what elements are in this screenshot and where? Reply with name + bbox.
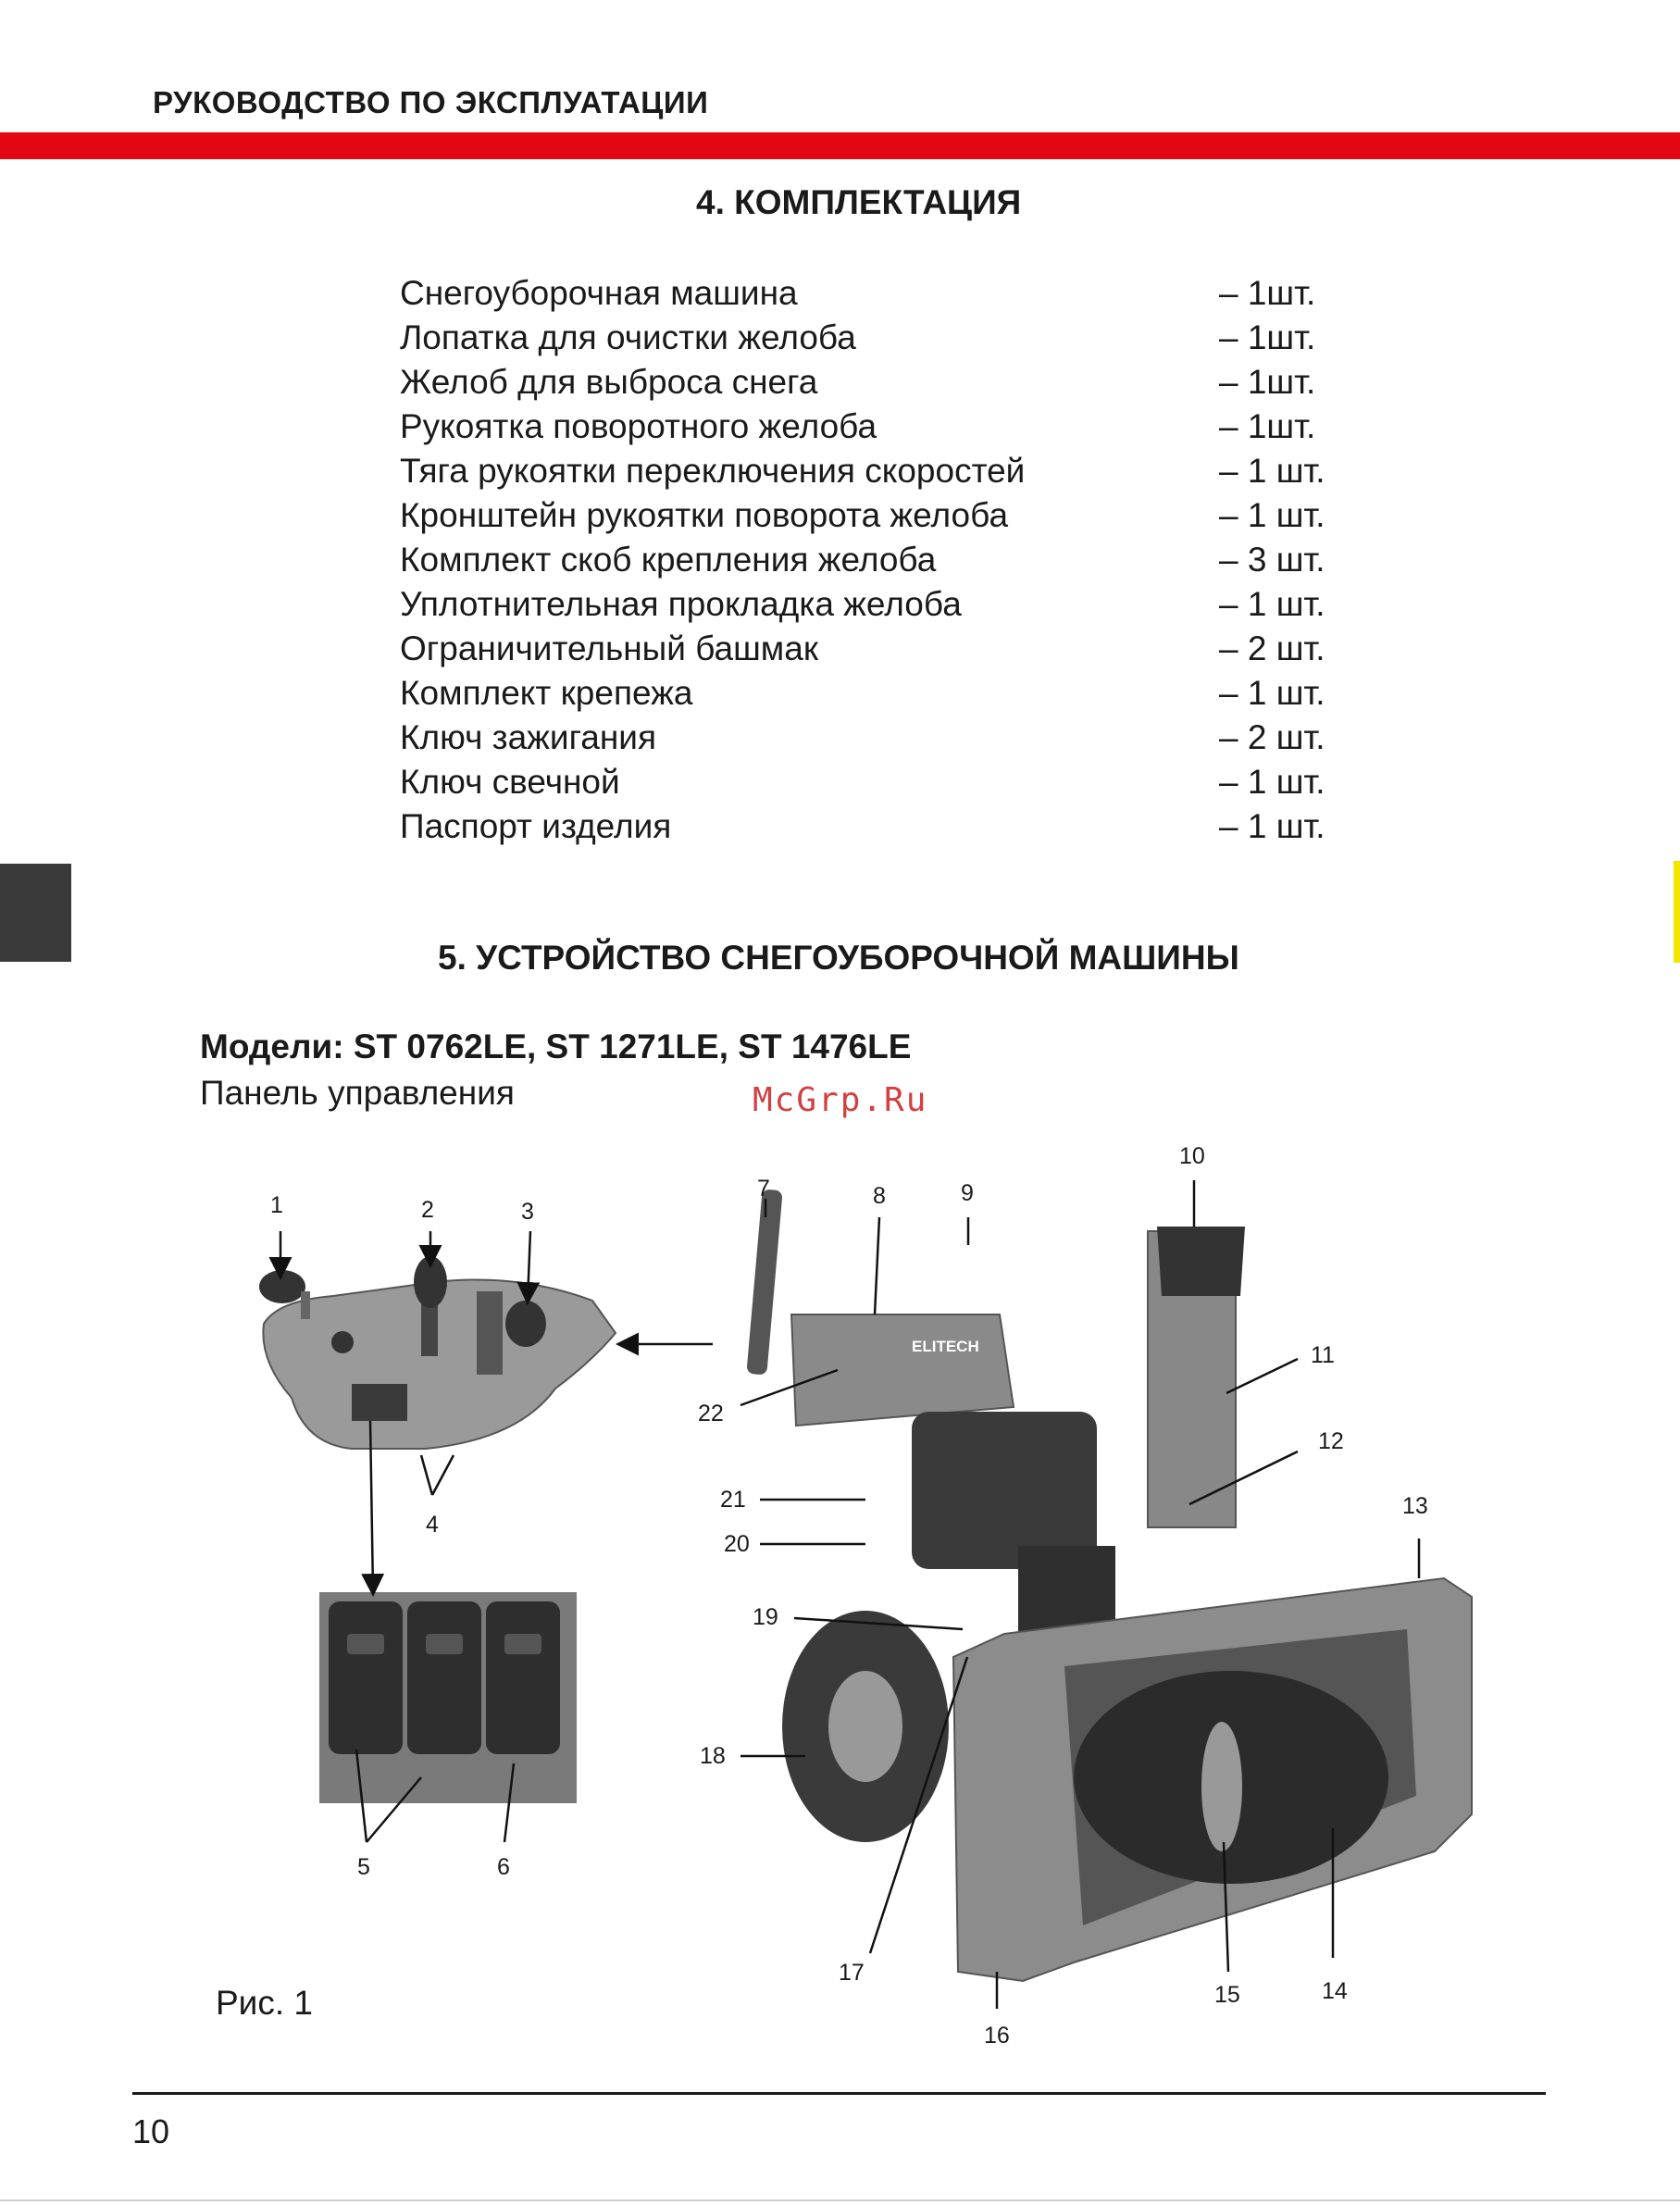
list-item (400, 316, 1335, 360)
callout-8: 8 (873, 1183, 886, 1209)
callout-10: 10 (1179, 1143, 1205, 1169)
item-name: Кронштейн рукоятки поворота желоба (400, 496, 1009, 534)
page-number: 10 (132, 2112, 170, 2150)
item-name: Рукоятка поворотного желоба (400, 407, 877, 445)
callout-21: 21 (720, 1487, 746, 1513)
callout-12: 12 (1318, 1428, 1344, 1454)
side-tab-marker (0, 864, 71, 962)
list-item (400, 538, 1335, 582)
list-item (400, 716, 1335, 760)
list-item (400, 671, 1335, 716)
brand-label: ELITECH (912, 1338, 979, 1355)
figure-caption: Рис. 1 (216, 1984, 313, 2022)
callout-1: 1 (270, 1192, 283, 1218)
bottom-edge-line (0, 2199, 1680, 2201)
item-quantity: – 1шт. (1219, 274, 1316, 312)
callout-2: 2 (421, 1197, 434, 1223)
section-5-title: 5. УСТРОЙСТВО СНЕГОУБОРОЧНОЙ МАШИНЫ (438, 939, 1239, 977)
item-name: Комплект крепежа (400, 674, 693, 712)
list-item (400, 405, 1335, 449)
snowblower-figure (0, 1111, 1680, 2055)
callout-20: 20 (724, 1531, 750, 1557)
callout-13: 13 (1402, 1493, 1428, 1519)
footer-rule (132, 2092, 1546, 2095)
callout-15: 15 (1214, 1982, 1240, 2008)
callout-19: 19 (753, 1604, 778, 1630)
item-quantity: – 1 шт. (1219, 452, 1325, 490)
item-quantity: – 3 шт. (1219, 541, 1325, 579)
item-quantity: – 1 шт. (1219, 496, 1325, 534)
item-quantity: – 2 шт. (1219, 718, 1325, 756)
callout-14: 14 (1322, 1978, 1348, 2004)
item-quantity: – 1 шт. (1219, 674, 1325, 712)
item-quantity: – 1шт. (1219, 318, 1316, 356)
list-item (400, 360, 1335, 405)
callout-22: 22 (698, 1401, 724, 1426)
item-name: Тяга рукоятки переключения скоростей (400, 452, 1026, 490)
callout-9: 9 (961, 1180, 974, 1206)
callout-16: 16 (984, 2023, 1010, 2049)
list-item (400, 449, 1335, 493)
list-item (400, 271, 1335, 316)
watermark: McGrp.Ru (753, 1081, 928, 1119)
item-name: Уплотнительная прокладка желоба (400, 585, 962, 623)
list-item (400, 627, 1335, 671)
control-panel-illustration (259, 1256, 616, 1449)
item-quantity: – 1шт. (1219, 363, 1316, 401)
callout-6: 6 (497, 1854, 510, 1880)
item-name: Ключ свечной (400, 763, 620, 801)
control-panel-subtitle: Панель управления (200, 1074, 515, 1112)
callout-5: 5 (357, 1854, 370, 1880)
snowblower-illustration (746, 1189, 1472, 1981)
callout-4: 4 (426, 1512, 439, 1538)
item-name: Ключ зажигания (400, 718, 656, 756)
list-item (400, 493, 1335, 538)
callout-3: 3 (521, 1199, 534, 1225)
list-item (400, 804, 1335, 849)
item-name: Желоб для выброса снега (400, 363, 818, 401)
item-name: Ограничительный башмак (400, 629, 819, 667)
item-quantity: – 1 шт. (1219, 763, 1325, 801)
item-quantity: – 2 шт. (1219, 629, 1325, 667)
package-list (400, 271, 1335, 849)
header-red-bar (0, 132, 1680, 159)
list-item (400, 760, 1335, 804)
callout-7: 7 (757, 1176, 770, 1202)
models-heading: Модели: ST 0762LE, ST 1271LE, ST 1476LE (200, 1028, 912, 1065)
callout-18: 18 (700, 1743, 726, 1769)
section-4-title: 4. КОМПЛЕКТАЦИЯ (696, 183, 1022, 221)
item-name: Паспорт изделия (400, 807, 672, 845)
item-name: Лопатка для очистки желоба (400, 318, 856, 356)
header-title: РУКОВОДСТВО ПО ЭКСПЛУАТАЦИИ (153, 85, 709, 119)
item-quantity: – 1шт. (1219, 407, 1316, 445)
right-edge-marker (1674, 861, 1680, 963)
item-quantity: – 1 шт. (1219, 585, 1325, 623)
callout-11: 11 (1311, 1342, 1335, 1368)
item-quantity: – 1 шт. (1219, 807, 1325, 845)
item-name: Комплект скоб крепления желоба (400, 541, 937, 579)
callout-17: 17 (839, 1960, 865, 1986)
list-item (400, 582, 1335, 627)
item-name: Снегоуборочная машина (400, 274, 798, 312)
